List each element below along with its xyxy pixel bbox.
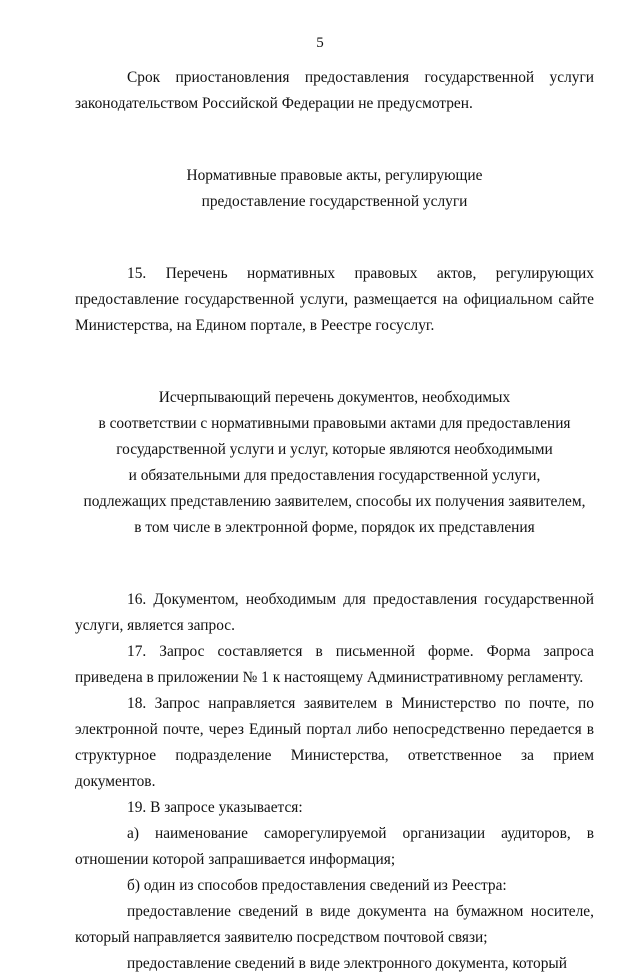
paragraph-19-item-a: а) наименование саморегулируемой организации аудиторов, в отношении которой запрашивается информация;: [75, 825, 594, 868]
paragraph-19-item-b: б) один из способов предоставления сведений из Реестра:: [127, 877, 507, 894]
document-body: [75, 65, 594, 977]
paragraph-15: 15. Перечень нормативных правовых актов, регулирующих предоставление государственной услуги, размещается на официальном сайте Министерства, на Едином портале, в Реестре госуслуг.: [75, 265, 594, 334]
section-heading-normative-acts: [75, 163, 594, 215]
paragraph-19: 19. В запросе указывается:: [127, 799, 303, 816]
heading-line: подлежащих представлению заявителем, способы их получения заявителем,: [83, 493, 586, 510]
heading-line: Исчерпывающий перечень документов, необходимых: [158, 389, 511, 406]
heading-line: в соответствии с нормативными правовыми актами для предоставления: [98, 415, 571, 432]
paragraph-16: 16. Документом, необходимым для предоставления государственной услуги, является запрос.: [75, 591, 594, 634]
heading-line: в том числе в электронной форме, порядок их представления: [134, 519, 535, 536]
paragraph-18: 18. Запрос направляется заявителем в Министерство по почте, по электронной почте, через Единый портал либо непосредственно передается в структурное подразделение Министерства, ответственное за прием документов.: [75, 695, 594, 790]
paragraph-17: 17. Запрос составляется в письменной форме. Форма запроса приведена в приложении № 1 к настоящему Административному регламенту.: [75, 643, 594, 686]
paragraph-paper-delivery: предоставление сведений в виде документа на бумажном носителе, который направляется заявителю посредством почтовой связи;: [75, 903, 594, 946]
paragraph-suspension-period: Срок приостановления предоставления государственной услуги законодательством Российской Федерации не предусмотрен.: [75, 69, 594, 112]
section-heading-documents-list: [75, 385, 594, 541]
page-number: 5: [316, 35, 324, 51]
paragraph-electronic-delivery: предоставление сведений в виде электронного документа, который: [127, 955, 568, 972]
heading-line: государственной услуги и услуг, которые являются необходимыми: [116, 441, 553, 458]
heading-line: предоставление государственной услуги: [201, 193, 468, 210]
heading-line: и обязательными для предоставления государственной услуги,: [128, 467, 541, 484]
heading-line: Нормативные правовые акты, регулирующие: [186, 167, 483, 184]
